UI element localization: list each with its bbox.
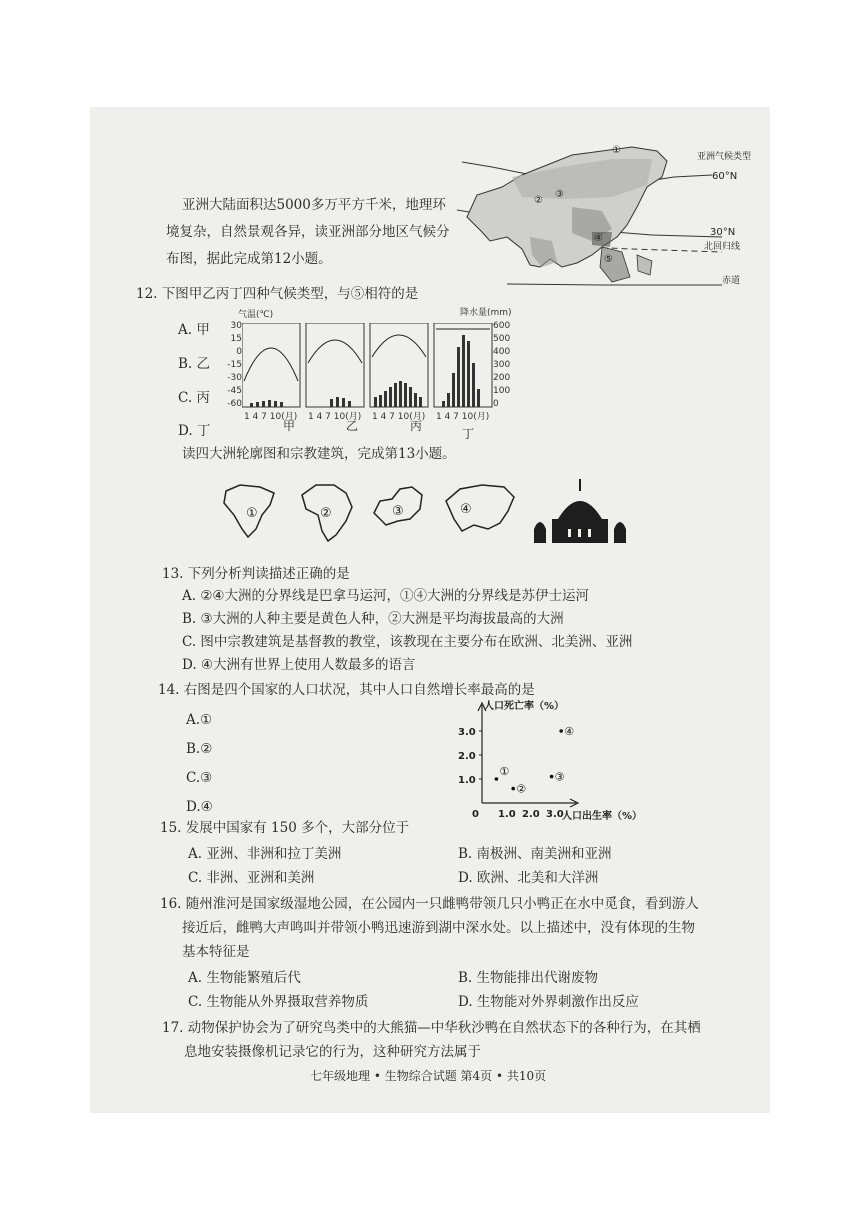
temp-tick: 15	[230, 334, 242, 344]
q13-option-c: C. 图中宗教建筑是基督教的教堂，该教现在主要分布在欧洲、北美洲、亚洲	[182, 634, 633, 650]
q16-option-a: A. 生物能繁殖后代	[188, 970, 301, 986]
continent-asia	[446, 485, 514, 531]
pop-point-1	[495, 777, 499, 781]
q16-stem-line-1: 16. 随州淮河是国家级湿地公园，在公园内一只雌鸭带领几只小鸭正在水中觅食，看到游人	[160, 896, 699, 912]
climate-chart-jia	[242, 323, 300, 407]
x-tick-label: 2.0	[522, 809, 540, 820]
continent-europe	[374, 487, 422, 525]
q13-option-b: B. ③大洲的人种主要是黄色人种，②大洲是平均海拔最高的大洲	[182, 611, 564, 627]
continent-marker-2: ②	[320, 506, 332, 521]
chart-bing-months: 1 4 7 10(月)	[372, 412, 426, 422]
equator-label: 赤道	[722, 276, 741, 286]
q17-stem-line-1: 17. 动物保护协会为了研究鸟类中的大熊猫—中华秋沙鸭在自然状态下的各种行为，在其栖	[162, 1020, 701, 1036]
lat-60-label: 60°N	[712, 171, 738, 182]
q14-stem: 14. 右图是四个国家的人口状况，其中人口自然增长率最高的是	[158, 682, 535, 698]
q13-stem: 13. 下列分析判读描述正确的是	[162, 566, 350, 582]
pop-point-4	[559, 729, 563, 733]
q15-stem: 15. 发展中国家有 150 多个，大部分位于	[160, 820, 410, 836]
continent-africa	[302, 485, 352, 541]
q16-option-d: D. 生物能对外界刺激作出反应	[458, 994, 639, 1010]
x-tick-label: 3.0	[546, 809, 564, 820]
q16-stem-line-2: 接近后，雌鸭大声鸣叫并带领小鸭迅速游到湖中深水处。以上描述中，没有体现的生物	[182, 920, 695, 936]
temp-tick: 0	[236, 347, 242, 357]
population-scatter-chart	[450, 697, 650, 823]
chart-name-bing: 丙	[410, 419, 423, 433]
q12-option-b: B. 乙	[178, 356, 211, 372]
y-tick-label: 2.0	[458, 751, 476, 762]
intro-asia-line-1: 亚洲大陆面积达5000多万平方千米，地理环	[182, 197, 446, 213]
intro-asia-line-2: 境复杂，自然景观各异，读亚洲部分地区气候分	[166, 224, 450, 240]
q16-option-b: B. 生物能排出代谢废物	[458, 970, 599, 986]
q13-option-d: D. ④大洲有世界上使用人数最多的语言	[182, 657, 416, 673]
q17-stem-line-2: 息地安装摄像机记录它的行为，这种研究方法属于	[184, 1044, 481, 1060]
intro-13: 读四大洲轮廓图和宗教建筑，完成第13小题。	[182, 446, 456, 462]
x-tick-label: 0	[472, 809, 479, 820]
precip-tick: 400	[493, 347, 511, 357]
x-tick-label: 1.0	[498, 809, 516, 820]
pop-point-label-1: ①	[499, 765, 510, 778]
q16-option-c: C. 生物能从外界摄取营养物质	[188, 994, 369, 1010]
page-footer: 七年级地理 • 生物综合试题 第4页 • 共10页	[310, 1069, 547, 1083]
continent-marker-4: ④	[460, 502, 472, 517]
asia-map-marker-5: ⑤	[604, 254, 613, 265]
chart-name-jia: 甲	[283, 419, 296, 433]
temp-tick: -15	[227, 360, 242, 370]
q15-option-b: B. 南极洲、南美洲和亚洲	[458, 846, 612, 862]
precip-axis-label: 降水量(mm)	[460, 308, 512, 318]
asia-map-marker-4: ④	[594, 233, 603, 244]
q15-option-a: A. 亚洲、非洲和拉丁美洲	[188, 846, 342, 862]
precip-tick: 100	[493, 386, 511, 396]
chart-yi-months: 1 4 7 10(月)	[308, 412, 362, 422]
q14-option-d: D.④	[186, 799, 213, 815]
asia-map-marker-3: ③	[555, 189, 564, 200]
pop-chart-x-label: 人口出生率（%）	[562, 811, 643, 822]
y-tick-label: 3.0	[458, 727, 476, 738]
q14-option-c: C.③	[186, 770, 213, 786]
continent-marker-3: ③	[392, 504, 404, 519]
exam-page	[90, 107, 770, 1113]
pop-point-label-4: ④	[564, 725, 575, 738]
pop-point-3	[550, 775, 554, 779]
temp-axis-label: 气温(℃)	[238, 310, 274, 320]
q12-option-d: D. 丁	[178, 423, 211, 439]
continent-north-america	[224, 485, 274, 537]
q14-option-b: B.②	[186, 741, 213, 757]
precip-tick: 500	[493, 334, 511, 344]
pop-point-2	[511, 787, 515, 791]
precip-tick: 200	[493, 373, 511, 383]
lat-30-label: 30°N	[710, 227, 736, 238]
continent-marker-1: ①	[246, 506, 258, 521]
pop-chart-y-label: 人口死亡率（%）	[484, 701, 565, 712]
climate-chart-bing	[370, 323, 428, 407]
precip-tick: 300	[493, 360, 511, 370]
climate-chart-yi	[306, 323, 364, 407]
temp-tick: -30	[227, 373, 242, 383]
chart-name-ding: 丁	[462, 427, 475, 441]
intro-asia-line-3: 布图，据此完成第12小题。	[166, 251, 332, 267]
q12-option-c: C. 丙	[178, 390, 210, 406]
q15-option-d: D. 欧洲、北美和大洋洲	[458, 870, 599, 886]
continent-outlines	[220, 479, 640, 549]
q14-option-a: A.①	[186, 712, 213, 728]
precip-tick: 0	[493, 399, 499, 409]
asia-map-marker-2: ②	[534, 195, 543, 206]
asia-climate-map	[452, 137, 754, 299]
temp-tick: -60	[227, 399, 242, 409]
climate-charts	[242, 323, 494, 409]
climate-chart-ding	[434, 323, 492, 407]
pop-point-label-3: ③	[554, 770, 565, 784]
asia-map-marker-1: ①	[612, 145, 621, 156]
mosque-building	[534, 479, 626, 543]
q12-stem: 12. 下图甲乙丙丁四种气候类型，与⑤相符的是	[136, 286, 419, 302]
q12-option-a: A. 甲	[178, 322, 210, 338]
q13-option-a: A. ②④大洲的分界线是巴拿马运河，①④大洲的分界线是苏伊士运河	[182, 588, 590, 604]
pop-point-label-2: ②	[516, 782, 527, 796]
tropic-label: 北回归线	[704, 242, 741, 252]
chart-ding-months: 1 4 7 10(月)	[436, 412, 490, 422]
chart-jia-months: 1 4 7 10(月)	[244, 412, 298, 422]
precip-tick: 600	[493, 321, 511, 331]
q16-stem-line-3: 基本特征是	[182, 944, 250, 960]
q15-option-c: C. 非洲、亚洲和美洲	[188, 870, 315, 886]
chart-name-yi: 乙	[346, 419, 359, 433]
asia-map-legend-label: 亚洲气候类型	[697, 152, 752, 162]
y-tick-label: 1.0	[458, 775, 476, 786]
temp-tick: 30	[230, 321, 242, 331]
temp-tick: -45	[227, 386, 242, 396]
